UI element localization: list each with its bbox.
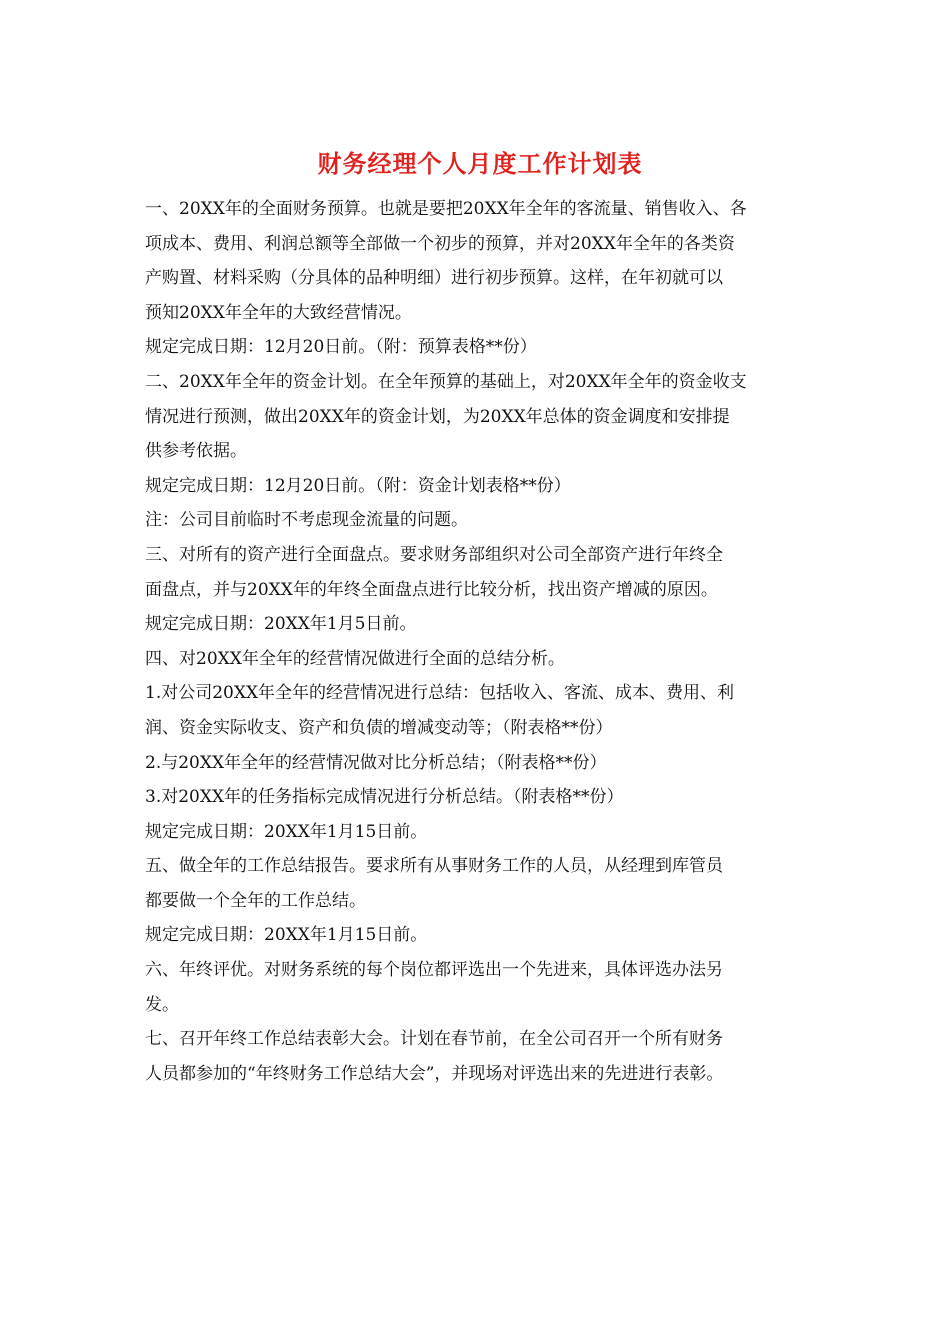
paragraph-line: 四、对20XX年全年的经营情况做进行全面的总结分析。 — [145, 648, 565, 669]
deadline-line: 规定完成日期：20XX年1月15日前。 — [145, 821, 428, 842]
paragraph-line: 七、召开年终工作总结表彰大会。计划在春节前，在全公司召开一个所有财务 — [145, 1029, 723, 1050]
note-line: 注：公司目前临时不考虑现金流量的问题。 — [145, 510, 468, 531]
paragraph-line: 发。 — [145, 994, 179, 1015]
list-item-line: 2.与20XX年全年的经营情况做对比分析总结；（附表格**份） — [145, 752, 607, 773]
paragraph-line: 项成本、费用、利润总额等全部做一个初步的预算，并对20XX年全年的各类资 — [145, 233, 735, 254]
document-content — [145, 146, 815, 1091]
paragraph-line: 情况进行预测，做出20XX年的资金计划，为20XX年总体的资金调度和安排提 — [145, 406, 730, 427]
paragraph-line: 五、做全年的工作总结报告。要求所有从事财务工作的人员，从经理到库管员 — [145, 856, 723, 877]
paragraph-line: 一、20XX年的全面财务预算。也就是要把20XX年全年的客流量、销售收入、各 — [145, 199, 747, 219]
document-title: 财务经理个人月度工作计划表 — [317, 149, 643, 178]
paragraph-line: 六、年终评优。对财务系统的每个岗位都评选出一个先进来，具体评选办法另 — [145, 960, 723, 981]
list-item-line: 3.对20XX年的任务指标完成情况进行分析总结。（附表格**份） — [145, 787, 624, 808]
paragraph-line: 产购置、材料采购（分具体的品种明细）进行初步预算。这样，在年初就可以 — [145, 268, 723, 289]
paragraph-line: 供参考依据。 — [145, 441, 247, 462]
paragraph-line: 三、对所有的资产进行全面盘点。要求财务部组织对公司全部资产进行年终全 — [145, 544, 723, 565]
deadline-line: 规定完成日期：20XX年1月15日前。 — [145, 925, 428, 946]
deadline-line: 规定完成日期：12月20日前。（附：预算表格**份） — [145, 337, 537, 358]
paragraph-line: 面盘点，并与20XX年的年终全面盘点进行比较分析，找出资产增减的原因。 — [145, 579, 718, 600]
paragraph-line: 人员都参加的“年终财务工作总结大会”，并现场对评选出来的先进进行表彰。 — [145, 1063, 724, 1084]
paragraph-line: 二、20XX年全年的资金计划。在全年预算的基础上，对20XX年全年的资金收支 — [145, 371, 747, 392]
paragraph-line: 预知20XX年全年的大致经营情况。 — [145, 302, 412, 323]
list-item-line: 润、资金实际收支、资产和负债的增减变动等；（附表格**份） — [145, 717, 613, 738]
document-body — [145, 192, 815, 1091]
list-item-line: 1.对公司20XX年全年的经营情况进行总结：包括收入、客流、成本、费用、利 — [145, 683, 735, 704]
deadline-line: 规定完成日期：12月20日前。（附：资金计划表格**份） — [145, 475, 571, 496]
deadline-line: 规定完成日期：20XX年1月5日前。 — [145, 614, 417, 635]
paragraph-line: 都要做一个全年的工作总结。 — [145, 890, 366, 911]
